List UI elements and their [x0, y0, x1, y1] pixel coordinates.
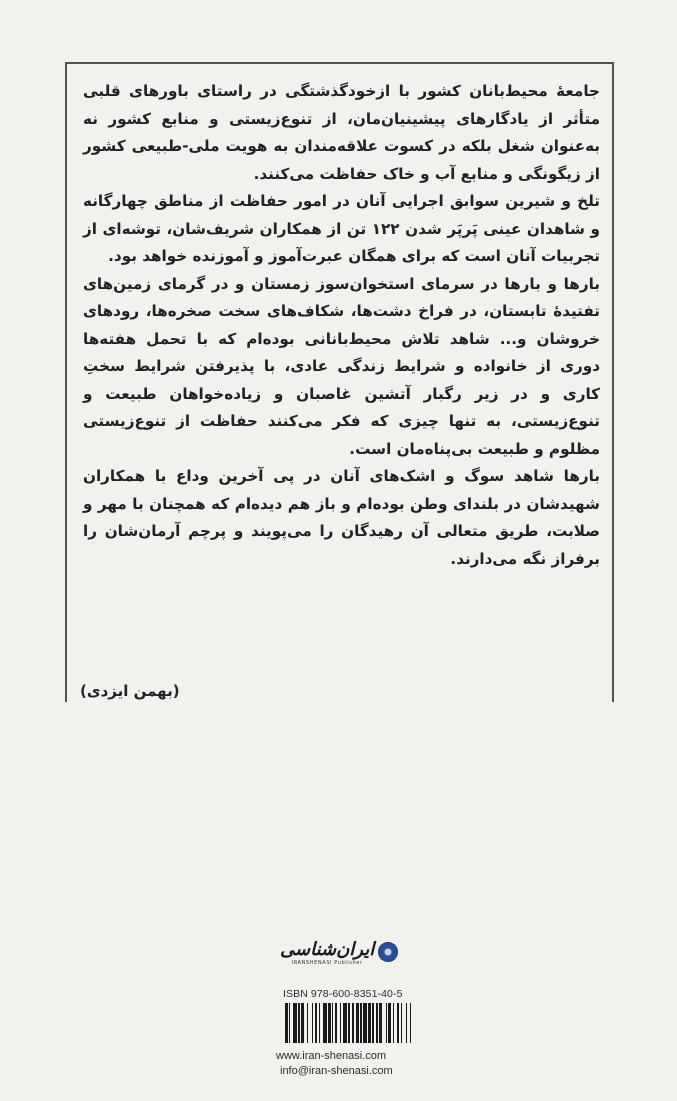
publisher-website: www.iran-shenasi.com — [276, 1050, 387, 1062]
isbn-number: ISBN 978-600-8351-40-5 — [283, 988, 403, 1000]
back-cover-text — [83, 78, 600, 573]
paragraph-1: جامعهٔ محیط‌بانان کشور با ازخودگذشتگی در راستای باورهای قلبی متأثر از یادگارهای پیشینیان‌مان، از تنوع‌زیستی و منابع کشور نه به‌عنوان شغل بلکه در کسوت علاقه‌مندان به هویت ملی-طبیعی کشور از زیگونگی و منابع آب و خاک حفاظت می‌کنند. — [83, 82, 600, 183]
paragraph-3: بارها و بارها در سرمای استخوان‌سوز زمستان و در گرمای زمین‌های تفتیدهٔ تابستان، در فراخ دشت‌ها، شکاف‌های سخت صخره‌ها، رودهای خروشان و... شاهد تلاش محیط‌بانانی بوده‌ام که با تحمل هفته‌ها دوری از خانواده و شرایط زندگی عادی، با پذیرفتن شرایط سختِ کاری و در زیر رگبار آتشین غاصبان و زیاده‌خواهان طبیعت و تنوع‌زیستی، به تنها چیزی که فکر می‌کنند حفاظت از تنوع‌زیستی مظلوم و طبیعت بی‌پناه‌مان است. — [83, 274, 600, 458]
publisher-subtitle: IRANSHENASI Publisher — [291, 960, 363, 966]
publisher-logo — [280, 940, 415, 974]
publisher-wordmark — [280, 940, 374, 967]
isbn-barcode — [285, 1003, 413, 1043]
publisher-name: ایران‌شناسی — [280, 939, 375, 960]
publisher-email: info@iran-shenasi.com — [280, 1065, 393, 1077]
paragraph-2: تلخ و شیرین سوابق اجرایی آنان در امور حفاظت از مناطق چهارگانه و شاهدان عینی پَرپَر شدن ۱۲۲ تن از همکاران شریف‌شان، توشه‌ای از تجربیات آنان است که برای همگان عبرت‌آموز و آموزنده خواهد بود. — [83, 192, 600, 265]
author-signature: (بهمن ایزدی) — [80, 682, 180, 700]
paragraph-4: بارها شاهد سوگ و اشک‌های آنان در پی آخرین وداع با همکاران شهیدشان در بلندای وطن بوده‌ام و باز هم دیده‌ام که همچنان با مهر و صلابت، طریق متعالی آن رهیدگان را می‌پویند و پرچم آرمان‌شان را برفراز نگه می‌دارند. — [83, 467, 600, 568]
publisher-emblem-icon — [378, 942, 398, 962]
barcode-gap — [411, 1003, 412, 1043]
